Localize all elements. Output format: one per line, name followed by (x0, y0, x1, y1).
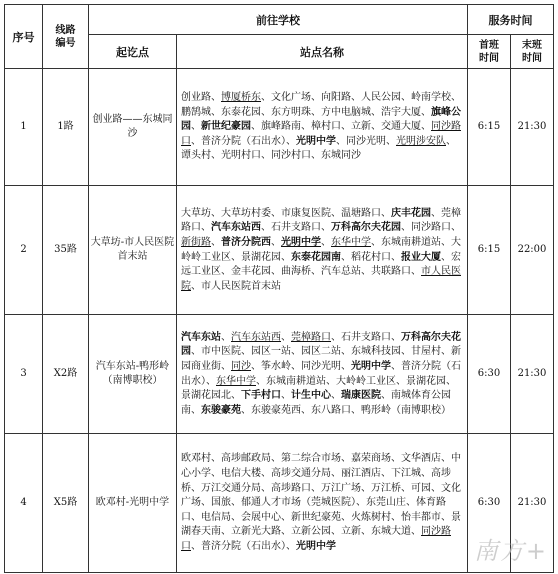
stop-name: 高埗交通分局 (271, 468, 331, 480)
route-stops: 欧邓村、高埗邮政局、第二综合市场、嘉荣商场、文华酒店、中心小学、电信大楼、高埗交通分局、丽江酒店、下江城、高埗桥、万江交通分局、高埗路口、万江广场、万江桥、可园、文化广场、国旅、郁通人才市场（莞城医院）、东莞山庄、体育路口、电信局、会展中心、新世纪豪苑、火炼树村、怡丰都市、景湖春天南、立新光大路、立新公园、立新、东城大道、同沙路口、普济分院（石出水）、光明中学 (177, 434, 468, 573)
stop-name: 石井支路口 (271, 222, 321, 234)
stop-name: 南城体育公园南 (181, 390, 451, 416)
route-terminals: 汽车东站-鸭形岭（南博职校） (89, 315, 177, 434)
stop-name: 中心小学 (181, 453, 461, 480)
stop-name: 丽江酒店 (341, 468, 381, 480)
stop-name: 瑞康医院 (341, 390, 381, 402)
stop-name: 新世纪豪园 (201, 121, 251, 133)
header-last-line2: 时间 (522, 52, 542, 64)
stop-name: 新世纪豪苑 (291, 511, 341, 523)
stop-name: 同沙 (231, 360, 251, 372)
stop-name: 光明中学 (351, 360, 391, 372)
route-stops: 创业路、博厦桥东、文化广场、向阳路、人民公园、岭南学校、鹏鹄城、东泰花园、东方明珠、方中电脑城、浩宇大厦、旗峰公园、新世纪豪园、旗峰路南、樟村口、立新、交通大厦、同沙路口、普济分院（石出水）、光明中学、同沙光明、光明涉安队、谭头村、光明村口、同沙村口、东城同沙 (177, 69, 468, 186)
stop-name: 东城南耕道站 (266, 375, 326, 387)
stop-name: 鹏鹄城 (181, 106, 211, 118)
stop-name: 东骏豪苑 (201, 404, 241, 416)
stop-name: 园区一站 (251, 346, 291, 358)
stop-name: 庆丰花园 (391, 207, 431, 219)
stop-name: 市中医院 (201, 346, 241, 358)
stop-name: 立新 (341, 526, 361, 538)
stop-name: 温塘路口 (341, 207, 381, 219)
last-bus-time: 22:00 (511, 186, 554, 315)
stop-name: 樟村口 (311, 121, 341, 133)
stop-name: 文化广场 (181, 482, 461, 509)
stop-name: 普济分院（石出水） (201, 540, 286, 552)
first-bus-time: 6:30 (468, 434, 511, 573)
stop-name: 万江交通分局 (201, 482, 261, 494)
stop-name: 可园 (411, 482, 431, 494)
route-terminals: 欧邓村-光明中学 (89, 434, 177, 573)
header-service-time: 服务时间 (468, 5, 554, 35)
bus-schedule-table (4, 4, 554, 573)
header-route-line1: 线路 (55, 24, 76, 36)
stop-name: 金丰花园 (231, 266, 271, 278)
route-number: 35路 (43, 186, 89, 315)
stop-name: 欧邓村 (181, 453, 211, 465)
route-seq: 3 (5, 315, 43, 434)
stop-name: 曲海桥 (281, 266, 311, 278)
header-row-1 (5, 5, 554, 35)
stop-name: 同沙光明 (346, 135, 386, 147)
stop-name: 第二综合市场 (281, 453, 341, 465)
stop-name: 计生中心 (291, 390, 331, 402)
header-first-bus (468, 35, 511, 69)
header-route (43, 5, 89, 69)
route-seq: 2 (5, 186, 43, 315)
header-last-bus (511, 35, 554, 69)
stop-name: 大草坊 (181, 207, 211, 219)
first-bus-time: 6:15 (468, 69, 511, 186)
last-bus-time: 21:30 (511, 69, 554, 186)
stop-name: 大岭岭工业区 (181, 236, 461, 263)
stop-name: 郁通人才市场（莞城医院） (241, 497, 356, 509)
stop-name: 东华中学 (216, 375, 256, 387)
route-terminals: 创业路——东城同沙 (89, 69, 177, 186)
stop-name: 光明中学 (296, 135, 336, 147)
stop-name: 景湖花园北 (181, 390, 231, 402)
stop-name: 同沙路口 (181, 526, 451, 552)
table-row (5, 186, 554, 315)
stop-name: 景湖花园 (241, 251, 281, 263)
stop-name: 浩宇大厦 (381, 106, 421, 118)
stop-name: 创业路 (181, 92, 211, 104)
stop-name: 交通大厦 (381, 121, 421, 133)
route-seq: 4 (5, 434, 43, 573)
stop-name: 岭南学校 (411, 92, 451, 104)
header-last-line1: 末班 (522, 39, 542, 51)
stop-name: 东华中学 (331, 236, 371, 248)
stop-name: 东八路口 (311, 404, 351, 416)
stop-name: 东城南耕道站 (381, 236, 441, 248)
stop-name: 会展中心 (241, 511, 281, 523)
stop-name: 汽车东站 (181, 331, 221, 343)
route-number: X5路 (43, 434, 89, 573)
stop-name: 下江城 (391, 468, 421, 480)
stop-name: 光明涉安队 (396, 135, 446, 147)
watermark-logo: 南方+ (473, 537, 548, 565)
stop-name: 万江桥 (371, 482, 401, 494)
stop-name: 莞樟路口 (181, 207, 461, 234)
stop-name: 鸭形岭（南博职校） (361, 404, 451, 416)
stop-name: 普济分院（石出水） (201, 135, 286, 147)
stop-name: 文化广场 (271, 92, 311, 104)
stop-name: 筝水岭 (261, 360, 291, 372)
stop-name: 东泰花园南 (291, 251, 341, 263)
stop-name: 大岭岭工业区 (336, 375, 396, 387)
first-bus-time: 6:30 (468, 315, 511, 434)
last-bus-time: 21:30 (511, 315, 554, 434)
stop-name: 莞樟路口 (291, 331, 331, 343)
first-bus-time: 6:15 (468, 186, 511, 315)
stop-name: 怡丰都市 (401, 511, 441, 523)
stop-name: 市人民医院首末站 (201, 280, 281, 292)
stop-name: 新园商业街 (181, 346, 461, 372)
stop-name: 体育路口 (181, 497, 446, 523)
stop-name: 东泰花园 (221, 106, 261, 118)
stop-name: 甘屋村 (411, 346, 441, 358)
stop-name: 东城同沙 (321, 150, 361, 162)
stop-name: 旗峰公园 (181, 106, 461, 133)
stop-name: 市人民医院 (181, 266, 461, 292)
stop-name: 方中电脑城 (321, 106, 371, 118)
route-stops: 汽车东站、汽车东站西、莞樟路口、石井支路口、万科高尔夫花园、市中医院、园区一站、园区二站、东城科技园、甘屋村、新园商业街、同沙、筝水岭、同沙光明、光明中学、普济分院（石出水）、东华中学、东城南耕道站、大岭岭工业区、景湖花园、景湖花园北、下手村口、计生中心、瑞康医院、南城体育公园南、东骏豪苑、东骏豪苑西、东八路口、鸭形岭（南博职校） (177, 315, 468, 434)
stop-name: 火炼树村 (351, 511, 391, 523)
table-row (5, 69, 554, 186)
stop-name: 市康复医院 (281, 207, 331, 219)
stop-name: 下手村口 (241, 390, 281, 402)
stop-name: 东骏豪苑西 (251, 404, 301, 416)
header-first-line1: 首班 (479, 39, 499, 51)
header-stop-names: 站点名称 (177, 35, 468, 69)
stop-name: 报业大厦 (401, 251, 441, 263)
stop-name: 稻花村口 (351, 251, 391, 263)
stop-name: 电信大楼 (221, 468, 261, 480)
stop-name: 石井支路口 (341, 331, 391, 343)
route-seq: 1 (5, 69, 43, 186)
stop-name: 人民公园 (361, 92, 401, 104)
stop-name: 普济分院西 (221, 236, 271, 248)
stop-name: 光明村口 (221, 150, 261, 162)
stop-name: 同沙路口 (411, 222, 451, 234)
header-first-line2: 时间 (479, 52, 499, 64)
stop-name: 东方明珠 (271, 106, 311, 118)
header-seq: 序号 (5, 5, 43, 69)
stop-name: 立新光大路 (231, 526, 281, 538)
stop-name: 旗峰路南 (261, 121, 301, 133)
stop-name: 同沙路口 (181, 121, 461, 147)
stop-name: 万江广场 (321, 482, 361, 494)
route-stops: 大草坊、大草坊村委、市康复医院、温塘路口、庆丰花园、莞樟路口、汽车东站西、石井支路口、万科高尔夫花园、同沙路口、新街路、普济分院西、光明中学、东华中学、东城南耕道站、大岭岭工业区、景湖花园、东泰花园南、稻花村口、报业大厦、宏远工业区、金丰花园、曲海桥、汽车总站、共联路口、市人民医院、市人民医院首末站 (177, 186, 468, 315)
route-number: 1路 (43, 69, 89, 186)
stop-name: 电信局 (201, 511, 231, 523)
stop-name: 光明中学 (296, 540, 336, 552)
stop-name: 新街路 (181, 236, 211, 248)
stop-name: 嘉荣商场 (351, 453, 391, 465)
stop-name: 共联路口 (371, 266, 411, 278)
stop-name: 宏远工业区 (181, 251, 461, 278)
stop-name: 万科高尔夫花园 (181, 331, 461, 358)
stop-name: 汽车东站西 (231, 331, 281, 343)
header-origin-dest: 起讫点 (89, 35, 177, 69)
stop-name: 东城科技园 (351, 346, 401, 358)
stop-name: 向阳路 (321, 92, 351, 104)
stop-name: 光明中学 (281, 236, 321, 248)
stop-name: 普济分院（石出水） (181, 360, 461, 387)
table-row (5, 434, 554, 573)
last-bus-time: 21:30 (511, 434, 554, 573)
route-terminals: 大草坊-市人民医院首末站 (89, 186, 177, 315)
header-route-line2: 编号 (55, 37, 76, 49)
stop-name: 汽车总站 (321, 266, 361, 278)
stop-name: 国旅 (211, 497, 231, 509)
stop-name: 万科高尔夫花园 (331, 222, 401, 234)
stop-name: 景湖春天南 (181, 511, 461, 538)
stop-name: 东城大道 (371, 526, 411, 538)
route-number: X2路 (43, 315, 89, 434)
stop-name: 谭头村 (181, 150, 211, 162)
stop-name: 景湖花园 (406, 375, 446, 387)
stop-name: 高埗路口 (271, 482, 311, 494)
stop-name: 同沙光明 (301, 360, 341, 372)
stop-name: 高埗桥 (181, 468, 451, 494)
stop-name: 汽车东站西 (211, 222, 261, 234)
stop-name: 高埗邮政局 (221, 453, 271, 465)
stop-name: 文华酒店 (401, 453, 441, 465)
stop-name: 东莞山庄 (366, 497, 406, 509)
stop-name: 同沙村口 (271, 150, 311, 162)
stop-name: 博厦桥东 (221, 92, 261, 104)
header-to-school: 前往学校 (89, 5, 468, 35)
stop-name: 大草坊村委 (221, 207, 271, 219)
stop-name: 立新公园 (291, 526, 331, 538)
stop-name: 园区二站 (301, 346, 341, 358)
stop-name: 立新 (351, 121, 371, 133)
table-row (5, 315, 554, 434)
